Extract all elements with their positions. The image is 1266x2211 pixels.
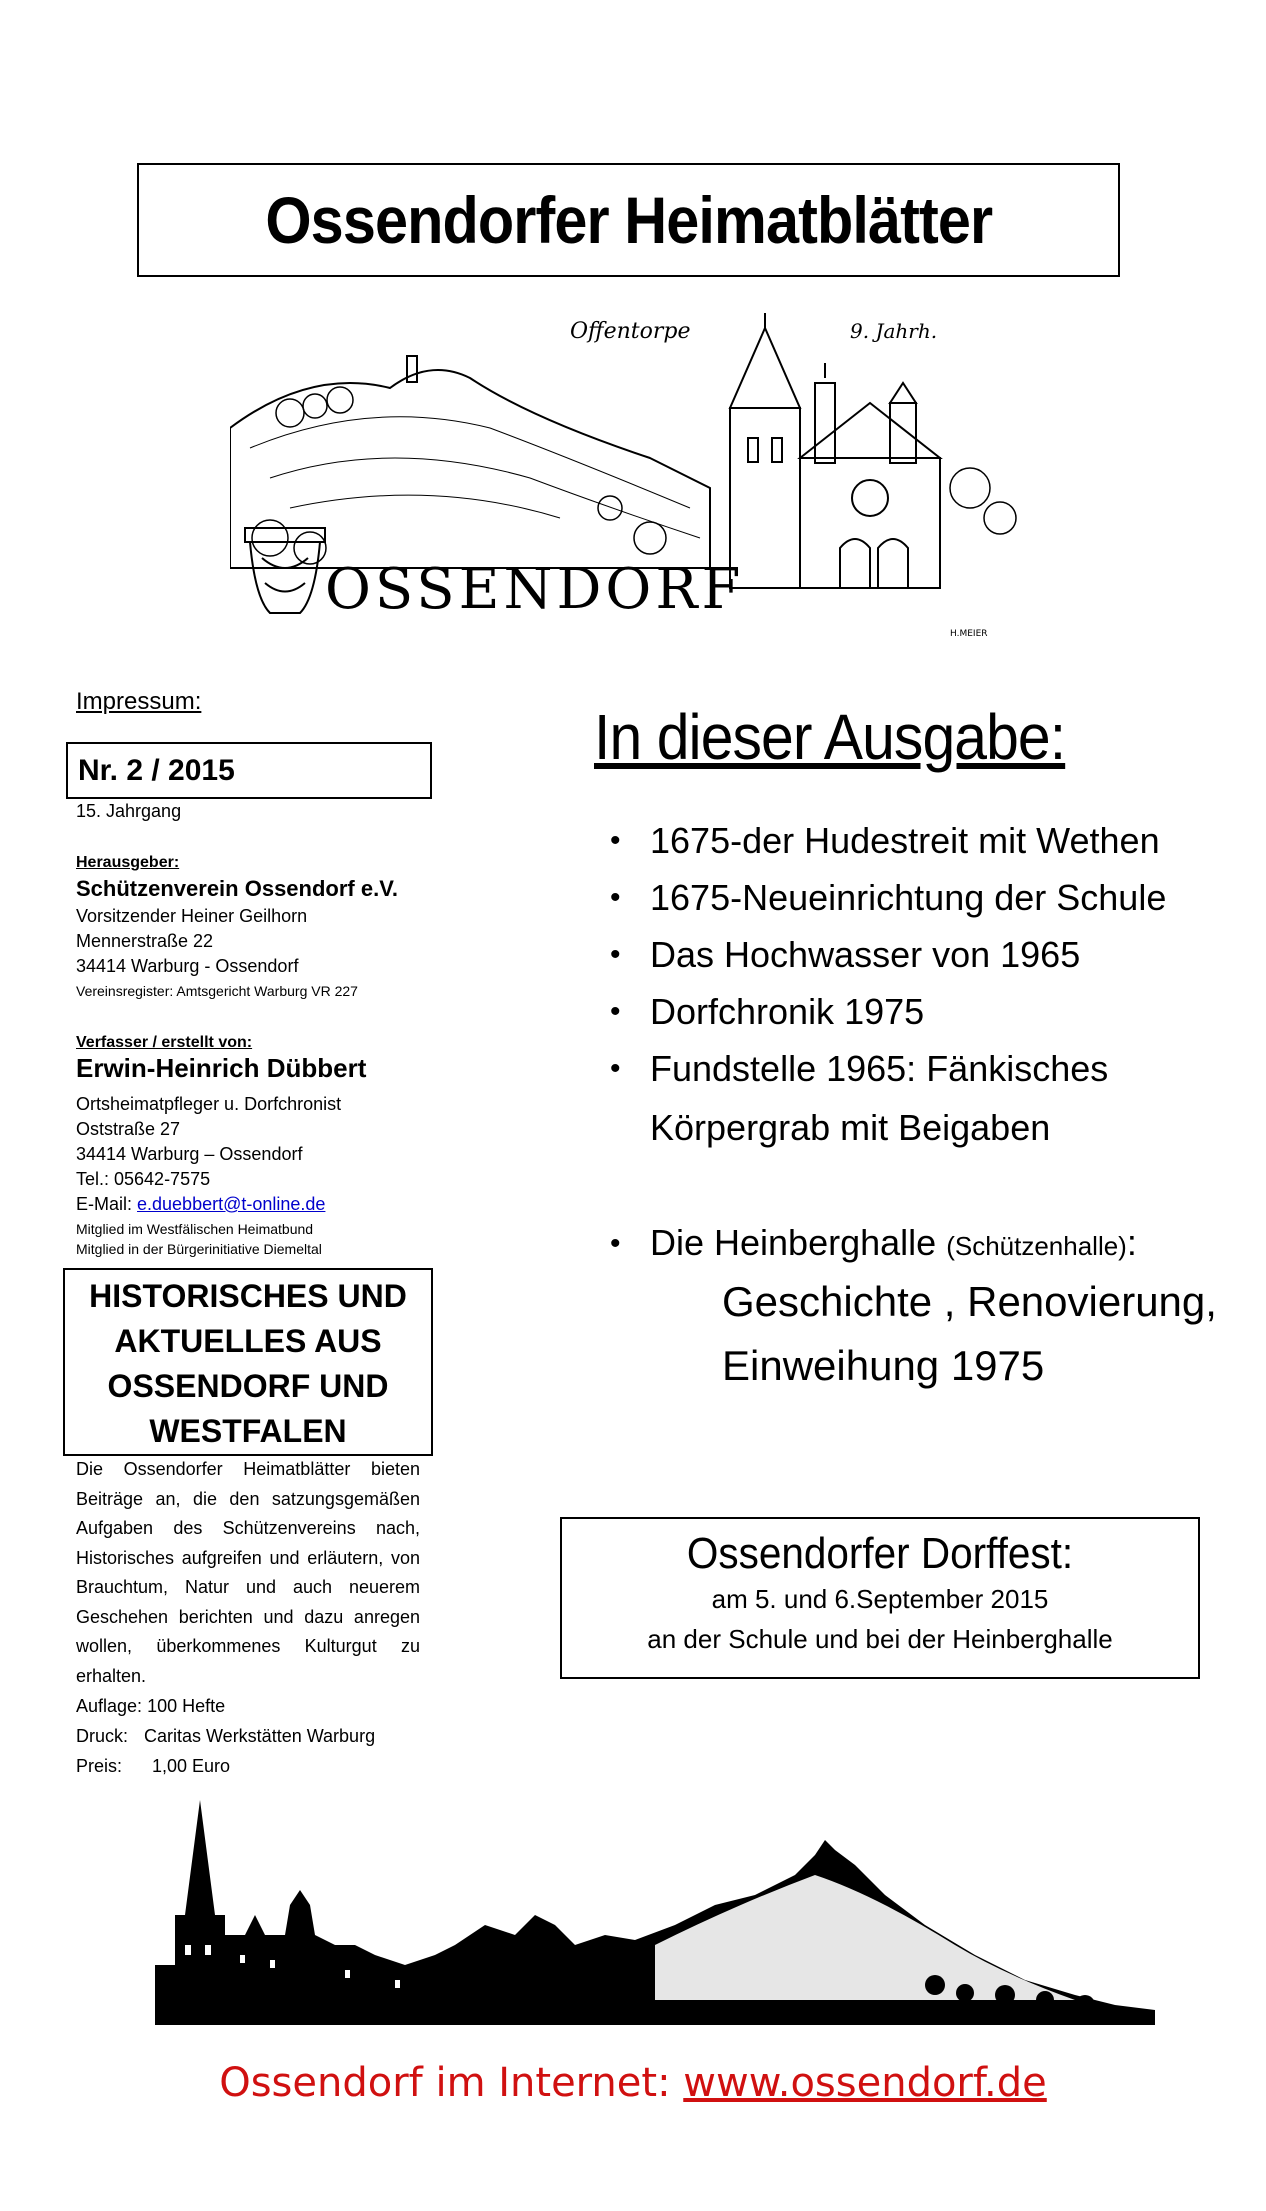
issue-number: Nr. 2 / 2015 <box>66 742 432 799</box>
contents-item: • Fundstelle 1965: Fänkisches <box>610 1040 1166 1097</box>
printer-row <box>76 1726 375 1747</box>
historical-line: OSSENDORF UND <box>107 1368 389 1404</box>
impressum-label: Impressum: <box>76 688 202 715</box>
contents-item: • 1675-Neueinrichtung der Schule <box>610 869 1166 926</box>
email-row <box>76 1192 325 1217</box>
illustration-caption-right: 9. Jahrh. <box>850 319 938 343</box>
historical-box <box>63 1268 433 1456</box>
contents-item-label: Die Heinberghalle <box>650 1222 937 1263</box>
contents-item: • Das Hochwasser von 1965 <box>610 926 1166 983</box>
dorffest-title: Ossendorfer Dorffest: <box>686 1529 1074 1578</box>
website-link[interactable]: www.ossendorf.de <box>683 2060 1047 2106</box>
description-text: Die Ossendorfer Heimatblätter bieten Beiträge an, die den satzungsgemäßen Aufgaben des Schützenvereins nach, Historisches aufgreifen und erläutern, von Brauchtum, Natur und auch neuerem Geschehen berichten und dazu anregen wollen, überkommenes Kulturgut zu erhalten. <box>76 1459 420 1686</box>
contents-item: • Dorfchronik 1975 <box>610 983 1166 1040</box>
masthead-box <box>137 163 1120 277</box>
contents-list <box>610 812 1166 1097</box>
dorffest-box <box>560 1517 1200 1679</box>
historical-line: WESTFALEN <box>149 1413 347 1449</box>
dorffest-date: am 5. und 6.September 2015 <box>711 1584 1049 1614</box>
membership-line: Mitglied im Westfälischen Heimatbund <box>76 1221 314 1237</box>
illustration-caption-left: Offentorpe <box>570 319 691 344</box>
volume-text: 15. Jahrgang <box>76 801 182 821</box>
publisher-heading: Herausgeber: <box>76 854 180 871</box>
ossendorf-wordmark: OSSENDORF <box>325 557 745 622</box>
price-value: 1,00 Euro <box>152 1756 231 1776</box>
print-run-label: Auflage: <box>76 1696 143 1716</box>
price-row <box>76 1756 230 1777</box>
print-run-value: 100 Hefte <box>147 1696 226 1716</box>
contents-item-paren: (Schützenhalle) <box>946 1231 1127 1261</box>
author-name: Erwin-Heinrich Dübbert <box>76 1053 367 1083</box>
author-line: Tel.: 05642-7575 <box>76 1169 211 1189</box>
village-skyline-illustration <box>155 1795 1155 2025</box>
dorffest-location: an der Schule und bei der Heinberghalle <box>647 1624 1113 1654</box>
author-heading: Verfasser / erstellt von: <box>76 1034 253 1051</box>
print-run-row <box>76 1696 225 1717</box>
footer <box>0 2060 1266 2106</box>
contents-item-heinberghalle <box>610 1215 1137 1274</box>
publisher-register: Vereinsregister: Amtsgericht Warburg VR 227 <box>76 983 358 999</box>
footer-prefix: Ossendorf im Internet: <box>219 2060 684 2106</box>
contents-subline: Geschichte , Renovierung, <box>722 1278 1217 1325</box>
author-line: Oststraße 27 <box>76 1119 181 1139</box>
membership-line: Mitglied in der Bürgerinitiative Diemeltal <box>76 1241 322 1257</box>
village-illustration <box>230 308 1030 646</box>
author-line: Ortsheimatpfleger u. Dorfchronist <box>76 1094 342 1114</box>
contents-subline: Einweihung 1975 <box>722 1342 1045 1389</box>
historical-line: AKTUELLES AUS <box>114 1323 382 1359</box>
bullet-icon: • <box>610 1227 621 1260</box>
printer-label: Druck: <box>76 1726 129 1746</box>
contents-item-colon: : <box>1126 1222 1137 1263</box>
contents-heading: In dieser Ausgabe: <box>594 701 1066 773</box>
artist-signature: H.MEIER <box>950 629 988 639</box>
email-label: E-Mail: <box>76 1194 138 1214</box>
publisher-line: Vorsitzender Heiner Geilhorn <box>76 906 308 926</box>
publisher-name: Schützenverein Ossendorf e.V. <box>76 876 398 901</box>
price-label: Preis: <box>76 1756 123 1776</box>
historical-line: HISTORISCHES UND <box>89 1278 407 1314</box>
author-line: 34414 Warburg – Ossendorf <box>76 1144 303 1164</box>
publisher-line: Mennerstraße 22 <box>76 931 214 951</box>
printer-value: Caritas Werkstätten Warburg <box>144 1726 376 1746</box>
email-link[interactable]: e.duebbert@t-online.de <box>137 1194 326 1214</box>
contents-item: • 1675-der Hudestreit mit Wethen <box>610 812 1166 869</box>
newsletter-title: Ossendorfer Heimatblätter <box>265 183 992 257</box>
publisher-line: 34414 Warburg - Ossendorf <box>76 956 299 976</box>
contents-item-continuation: Körpergrab mit Beigaben <box>650 1107 1051 1148</box>
